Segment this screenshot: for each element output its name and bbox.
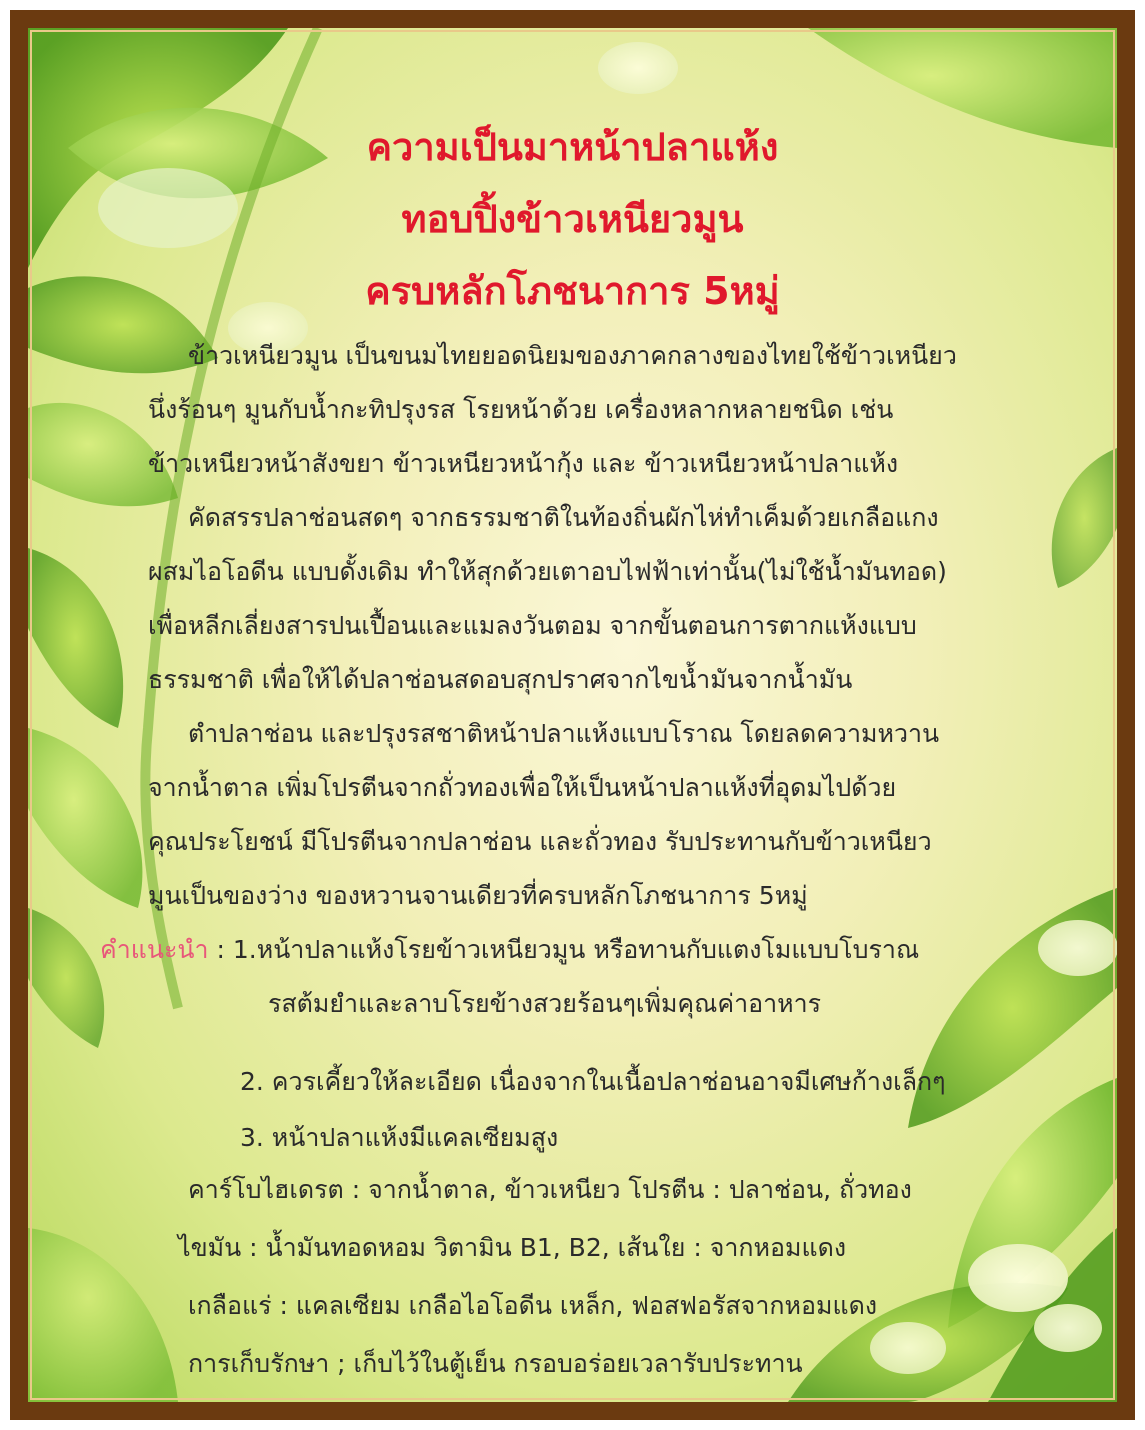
title-line-2: ทอบปิ้งข้าวเหนียวมูน: [401, 197, 744, 241]
nutrition-line: ไขมัน : น้ำมันทอดหอม วิตามิน B1, B2, เส้นใย : จากหอมแดง: [178, 1233, 847, 1262]
body-line: เพื่อหลีกเลี่ยงสารปนเปื้อนและแมลงวันตอม จากขั้นตอนการตากแห้งแบบ: [148, 611, 917, 640]
title-line-3: ครบหลักโภชนาการ 5หมู่: [365, 269, 780, 313]
body-line: ผสมไอโอดีน แบบดั้งเดิม ทำให้สุกด้วยเตาอบไฟฟ้าเท่านั้น(ไม่ใช้น้ำมันทอด): [148, 557, 947, 586]
title-line-1: ความเป็นมาหน้าปลาแห้ง: [366, 125, 779, 169]
advice-item-1: 1.หน้าปลาแห้งโรยข้าวเหนียวมูน หรือทานกับแตงโมแบบโบราณ: [232, 935, 920, 964]
advice-label: คำแนะนำ: [100, 935, 209, 964]
advice-separator: :: [208, 935, 233, 964]
advice-item-2: 2. ควรเคี้ยวให้ละเอียด เนื่องจากในเนื้อปลาช่อนอาจมีเศษก้างเล็กๆ: [240, 1067, 946, 1096]
advice-item-1-cont: รสต้มยำและลาบโรยข้างสวยร้อนๆเพิ่มคุณค่าอาหาร: [268, 989, 822, 1018]
body-line: คุณประโยชน์ มีโปรตีนจากปลาช่อน และถั่วทอง รับประทานกับข้าวเหนียว: [148, 827, 932, 856]
body-line: ข้าวเหนียวมูน เป็นขนมไทยยอดนิยมของภาคกลางของไทยใช้ข้าวเหนียว: [188, 341, 957, 370]
body-line: ข้าวเหนียวหน้าสังขยา ข้าวเหนียวหน้ากุ้ง และ ข้าวเหนียวหน้าปลาแห้ง: [148, 449, 899, 478]
poster-content: [28, 28, 1117, 1402]
advice-item-3: 3. หน้าปลาแห้งมีแคลเซียมสูง: [240, 1123, 559, 1152]
nutrition-line: การเก็บรักษา ; เก็บไว้ในตู้เย็น กรอบอร่อยเวลารับประทาน: [188, 1349, 803, 1378]
nutrition-line: คาร์โบไฮเดรต : จากน้ำตาล, ข้าวเหนียว โปรตีน : ปลาช่อน, ถั่วทอง: [188, 1175, 912, 1204]
nutrition-line: เกลือแร่ : แคลเซียม เกลือไอโอดีน เหล็ก, ฟอสฟอรัสจากหอมแดง: [188, 1291, 878, 1320]
body-line: จากน้ำตาล เพิ่มโปรตีนจากถั่วทองเพื่อให้เป็นหน้าปลาแห้งที่อุดมไปด้วย: [148, 773, 897, 802]
body-line: มูนเป็นของว่าง ของหวานจานเดียวที่ครบหลักโภชนาการ 5หมู่: [148, 881, 808, 910]
advice-row-1: [100, 930, 919, 970]
body-line: ธรรมชาติ เพื่อให้ได้ปลาช่อนสดอบสุกปราศจากไขน้ำมันจากน้ำมัน: [148, 665, 853, 694]
poster-background: [28, 28, 1117, 1402]
body-line: คัดสรรปลาช่อนสดๆ จากธรรมชาติในท้องถิ่นผักไห่ทำเค็มด้วยเกลือแกง: [188, 503, 939, 532]
body-line: นึ่งร้อนๆ มูนกับน้ำกะทิปรุงรส โรยหน้าด้วย เครื่องหลากหลายชนิด เช่น: [148, 395, 894, 424]
body-line: ตำปลาช่อน และปรุงรสชาติหน้าปลาแห้งแบบโราณ โดยลดความหวาน: [188, 719, 940, 748]
